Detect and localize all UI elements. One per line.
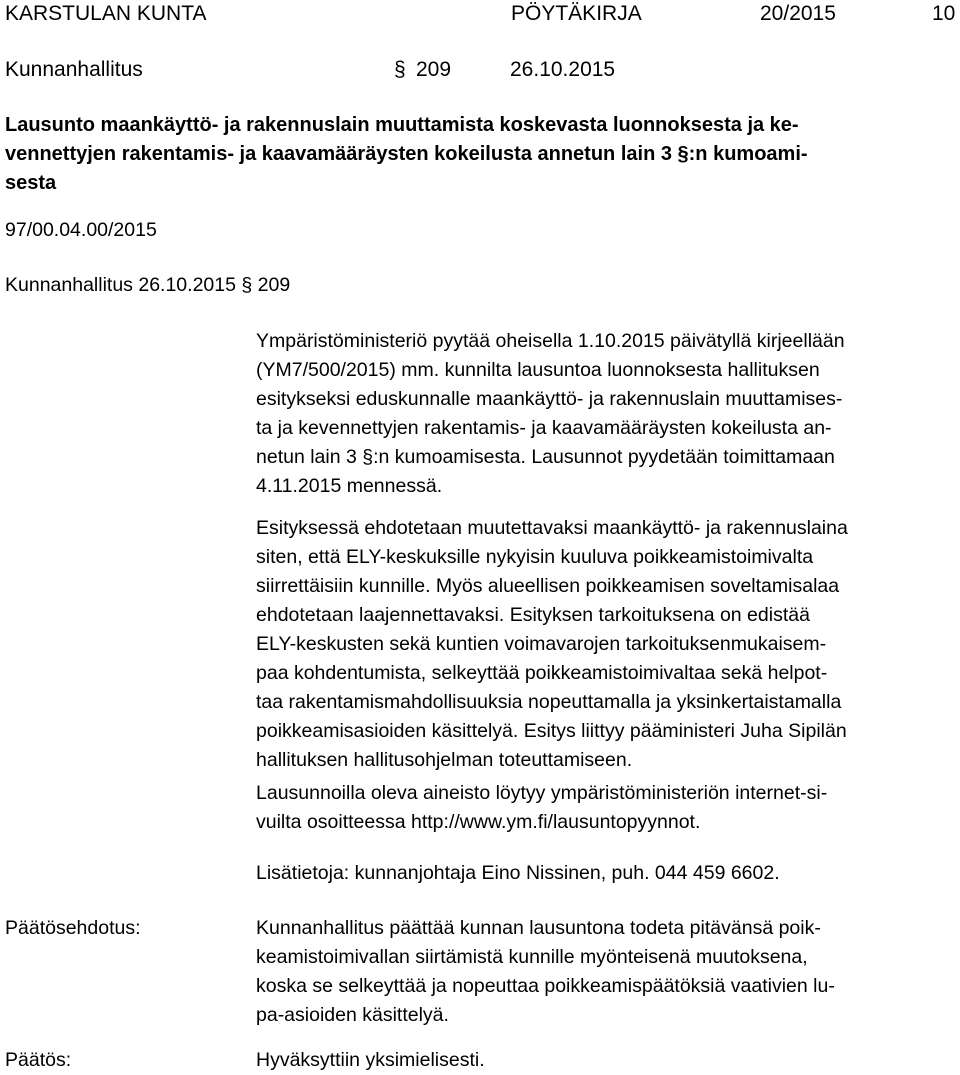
paragraph-line: keamistoimivallan siirtämistä kunnille myönteisenä muutoksena, xyxy=(256,946,808,968)
body-paragraph xyxy=(256,859,780,888)
document-number: 20/2015 xyxy=(760,2,836,25)
paragraph-line: ehdotetaan laajennettavaksi. Esityksen tarkoituksena on edistää xyxy=(256,604,810,626)
decision-label: Päätös: xyxy=(5,1049,72,1071)
page-number: 10 xyxy=(932,2,956,25)
body-paragraph xyxy=(256,514,848,775)
meeting-date: 26.10.2015 xyxy=(510,58,616,81)
paragraph-line: siten, että ELY-keskuksille nykyisin kuuluva poikkeamistoimivalta xyxy=(256,546,814,568)
decision-text: Hyväksyttiin yksimielisesti. xyxy=(256,1049,485,1071)
paragraph-line: (YM7/500/2015) mm. kunnilta lausuntoa luonnoksesta hallituksen xyxy=(256,359,820,381)
document-type: PÖYTÄKIRJA xyxy=(511,2,642,25)
proposal-text xyxy=(256,914,835,1030)
paragraph-line: paa kohdentumista, selkeyttää poikkeamistoimivaltaa sekä helpot- xyxy=(256,662,828,684)
paragraph-line: poikkeamisasioiden käsittelyä. Esitys liittyy pääministeri Juha Sipilän xyxy=(256,720,847,742)
municipality-name: KARSTULAN KUNTA xyxy=(5,2,207,25)
section-number: 209 xyxy=(416,58,452,81)
section-symbol: § xyxy=(394,58,406,81)
paragraph-line: pa-asioiden käsittelyä. xyxy=(256,1004,449,1026)
body-paragraph xyxy=(256,779,827,837)
paragraph-line: taa rakentamismahdollisuuksia nopeuttamalla ja yksinkertaistamalla xyxy=(256,691,842,713)
paragraph-line: Lisätietoja: kunnanjohtaja Eino Nissinen, puh. 044 459 6602. xyxy=(256,862,780,884)
paragraph-line: ELY-keskusten sekä kuntien voimavarojen tarkoituksenmukaisem- xyxy=(256,633,827,655)
paragraph-line: 4.11.2015 mennessä. xyxy=(256,475,443,497)
title-line: sesta xyxy=(5,172,57,194)
paragraph-line: siirrettäisiin kunnille. Myös alueellisen poikkeamisen soveltamisalaa xyxy=(256,575,840,597)
meeting-reference: Kunnanhallitus 26.10.2015 § 209 xyxy=(5,274,291,296)
proposal-label: Päätösehdotus: xyxy=(5,917,141,939)
paragraph-line: vuilta osoitteessa http://www.ym.fi/lausuntopyynnot. xyxy=(256,811,701,833)
paragraph-line: Ympäristöministeriö pyytää oheisella 1.10.2015 päivätyllä kirjeellään xyxy=(256,330,845,352)
paragraph-line: Lausunnoilla oleva aineisto löytyy ympäristöministeriön internet-si- xyxy=(256,782,828,804)
paragraph-line: Kunnanhallitus päättää kunnan lausuntona todeta pitävänsä poik- xyxy=(256,917,821,939)
title-line: Lausunto maankäyttö- ja rakennuslain muuttamista koskevasta luonnoksesta ja ke- xyxy=(5,114,799,136)
paragraph-line: netun lain 3 §:n kumoamisesta. Lausunnot pyydetään toimittamaan xyxy=(256,446,835,468)
paragraph-line: hallituksen hallitusohjelman toteuttamiseen. xyxy=(256,749,633,771)
paragraph-line: esitykseksi eduskunnalle maankäyttö- ja rakennuslain muuttamises- xyxy=(256,388,843,410)
body-name: Kunnanhallitus xyxy=(5,58,143,81)
paragraph-line: Esityksessä ehdotetaan muutettavaksi maankäyttö- ja rakennuslaina xyxy=(256,517,848,539)
body-paragraph xyxy=(256,327,845,501)
title-line: vennettyjen rakentamis- ja kaavamääräysten kokeilusta annetun lain 3 §:n kumoami- xyxy=(5,143,808,165)
paragraph-line: koska se selkeyttää ja nopeuttaa poikkeamispäätöksiä vaativien lu- xyxy=(256,975,835,997)
record-number: 97/00.04.00/2015 xyxy=(5,219,157,241)
paragraph-line: ta ja kevennettyjen rakentamis- ja kaavamääräysten kokeilusta an- xyxy=(256,417,832,439)
